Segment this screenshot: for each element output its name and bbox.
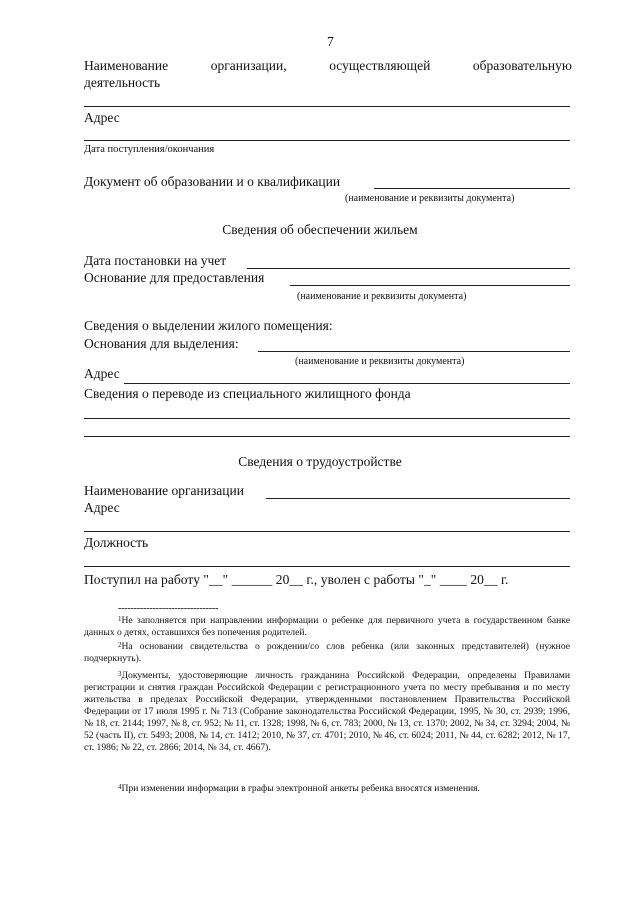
allocation-basis-field-line[interactable] xyxy=(258,351,570,352)
dates-label: Дата поступления/окончания xyxy=(84,144,215,155)
housing-basis-label: Основание для предоставления xyxy=(84,270,265,285)
employer-address-label: Адрес xyxy=(84,500,120,515)
footnote-2 xyxy=(84,641,570,665)
org-name-field-line[interactable] xyxy=(84,106,570,107)
footnote-3-text: Документы, удостоверяющие личность гражданина Российской Федерации, определены Правилами регистрации и снятия граждан Российской Федерации с регистрационного учета по месту пребывания и по месту жительства в пределах Российской Федерации, утвержденными постановлением Правительства Российской Федерации от 17 июля 1995 г. № 713 (Собрание законодательства Российской Федерации, 1995, № 30, ст. 2939; 1996, № 18, ст. 2144; 1997, № 8, ст. 952; № 11, ст. 1328; 1998, № 6, ст. 783; 2000, № 13, ст. 1370; 2002, № 34, ст. 3294; 2004, № 52 (часть II), ст. 5493; 2008, № 14, ст. 1412; 2010, № 37, ст. 4701; 2010, № 46, ст. 6024; 2011, № 44, ст. 6282; 2012, № 17, ст. 1986; № 22, ст. 2866; 2014, № 34, ст. 4667). xyxy=(84,670,570,753)
footnote-1-mark: 1 xyxy=(118,615,122,623)
footnote-3 xyxy=(84,670,570,754)
housing-basis-hint: (наименование и реквизиты документа) xyxy=(297,291,467,302)
employer-address-field-line[interactable] xyxy=(84,531,570,532)
employer-name-field-line[interactable] xyxy=(266,498,570,499)
employment-section-heading: Сведения о трудоустройстве xyxy=(238,454,402,469)
footnote-4-text: При изменении информации в графы электронной анкеты ребенка вносятся изменения. xyxy=(121,783,480,794)
housing-section-heading: Сведения об обеспечении жильем xyxy=(222,222,418,237)
transfer-field-line-1[interactable] xyxy=(84,418,570,419)
org-address-field-line[interactable] xyxy=(84,140,570,141)
org-address-label: Адрес xyxy=(84,110,120,125)
registration-date-field-line[interactable] xyxy=(247,268,570,269)
position-label: Должность xyxy=(84,535,149,550)
education-doc-field-line[interactable] xyxy=(374,188,570,189)
housing-address-field-line[interactable] xyxy=(124,383,570,384)
housing-address-label: Адрес xyxy=(84,366,120,381)
allocation-info-label: Сведения о выделении жилого помещения: xyxy=(84,318,333,333)
footnote-1-text: Не заполняется при направлении информации о ребенке для первичного учета в государственном банке данных о детях, оставшихся без попечения родителей. xyxy=(84,615,570,638)
registration-date-label: Дата постановки на учет xyxy=(84,253,227,268)
position-field-line[interactable] xyxy=(84,566,570,567)
footnote-4-mark: 4 xyxy=(118,783,122,791)
footnote-2-mark: 2 xyxy=(118,641,122,649)
footnote-1 xyxy=(84,615,570,639)
footnote-3-mark: 3 xyxy=(118,670,122,678)
org-name-word: образовательную xyxy=(472,58,572,73)
org-name-word: Наименование xyxy=(84,58,169,73)
allocation-basis-hint: (наименование и реквизиты документа) xyxy=(295,356,465,367)
page-number: 7 xyxy=(327,34,334,49)
org-name-word: организации, xyxy=(210,58,287,73)
housing-basis-field-line[interactable] xyxy=(290,285,570,286)
education-doc-hint: (наименование и реквизиты документа) xyxy=(345,193,515,204)
footnote-4 xyxy=(84,783,570,795)
org-name-label-row xyxy=(84,58,572,74)
footnote-separator: -------------------------------- xyxy=(118,603,219,614)
org-name-word: осуществляющей xyxy=(329,58,431,73)
transfer-field-line-2[interactable] xyxy=(84,436,570,437)
footnote-2-text: На основании свидетельства о рождении/со слов ребенка (или законных представителей) (нужное подчеркнуть). xyxy=(84,641,570,664)
transfer-label: Сведения о переводе из специального жилищного фонда xyxy=(84,386,411,401)
employer-name-label: Наименование организации xyxy=(84,483,244,498)
org-name-label-line2: деятельность xyxy=(84,75,161,90)
allocation-basis-label: Основания для выделения: xyxy=(84,336,239,351)
education-doc-label: Документ об образовании и о квалификации xyxy=(84,174,341,189)
hired-dates-label: Поступил на работу "__" ______ 20__ г., уволен с работы "_" ____ 20__ г. xyxy=(84,572,509,587)
